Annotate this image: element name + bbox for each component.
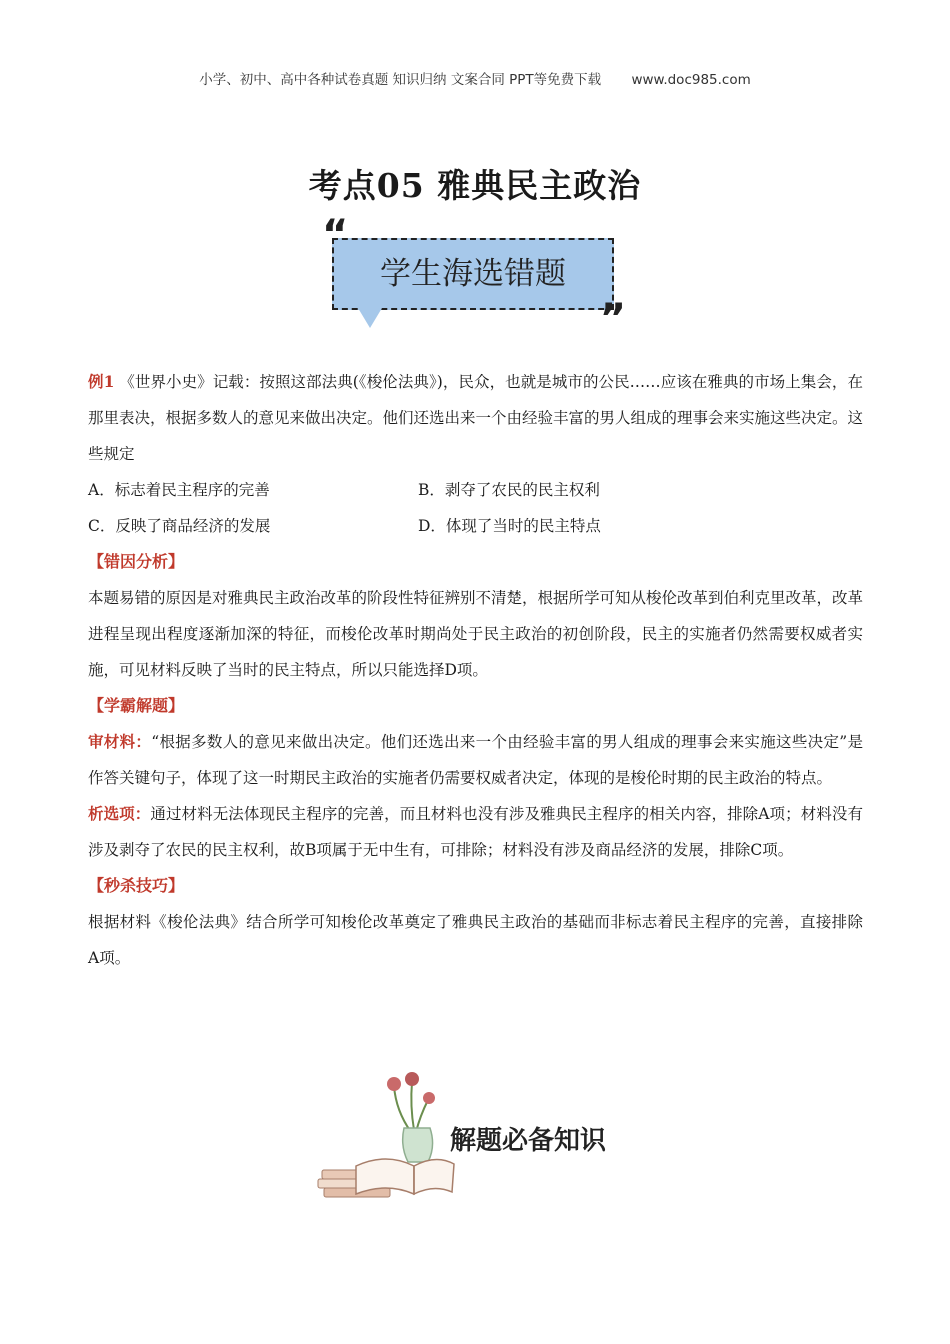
page-title: 考点05 雅典民主政治 [308,166,642,205]
options-analysis-label: 析选项： [88,804,151,823]
header-site-link[interactable]: www.doc985.com [631,72,751,88]
solution-material [88,724,863,796]
material-label: 审材料： [88,732,152,751]
main-content [88,364,863,976]
example-question-text: 《世界小史》记载：按照这部法典(《梭伦法典》)，民众，也就是城市的公民……应该在雅典的市场上集会，在那里表决，根据多数人的意见来做出决定。他们还选出来一个由经验丰富的男人组成的理事会来实施这些决定。这些规定 [88,373,864,463]
trick-heading: 【秒杀技巧】 [88,876,185,895]
options-analysis-text: 通过材料无法体现民主程序的完善，而且材料也没有涉及雅典民主程序的相关内容，排除A项；材料没有涉及剥夺了农民的民主权利，故B项属于无中生有，可排除；材料没有涉及商品经济的发展，排除C项。 [88,805,863,859]
option-a: A．标志着民主程序的完善 [88,481,270,499]
book-flower-icon [316,1066,456,1206]
solution-options [88,796,863,868]
knowledge-label: 解题必备知识 [450,1126,607,1156]
solution-heading: 【学霸解题】 [88,696,185,715]
error-analysis-heading: 【错因分析】 [88,552,185,571]
error-analysis-text: 本题易错的原因是对雅典民主政治改革的阶段性特征辨别不清楚，根据所学可知从梭伦改革到伯利克里改革，改革进程呈现出程度逐渐加深的特征，而梭伦改革时期尚处于民主政治的初创阶段，民主的实施者仍然需要权威者实施，可见材料反映了当时的民主特点，所以只能选择D项。 [88,589,864,679]
header-text: 小学、初中、高中各种试卷真题 知识归纳 文案合同 PPT等免费下载 [199,72,602,88]
quote-open-icon: “ [322,212,349,258]
example-label: 例1 [88,372,115,391]
option-d: D．体现了当时的民主特点 [418,517,601,535]
section-banner [320,212,630,342]
banner-label: 学生海选错题 [380,256,566,292]
trick-text: 根据材料《梭伦法典》结合所学可知梭伦改革奠定了雅典民主政治的基础而非标志着民主程序的完善，直接排除 A项。 [88,913,863,967]
material-text: “根据多数人的意见来做出决定。他们还选出来一个由经验丰富的男人组成的理事会来实施这些决定”是作答关键句子，体现了这一时期民主政治的实施者仍需要权威者决定，体现的是梭伦时期的民主政治的特点。 [88,733,863,787]
option-b: B．剥夺了农民的民主权利 [418,481,600,499]
options-list [88,472,863,544]
option-c: C．反映了商品经济的发展 [88,517,271,535]
banner-speech-tail [358,308,382,328]
knowledge-banner [316,1066,636,1206]
quote-close-icon: ” [599,296,626,342]
page-header [0,68,950,88]
example-question [88,364,863,472]
